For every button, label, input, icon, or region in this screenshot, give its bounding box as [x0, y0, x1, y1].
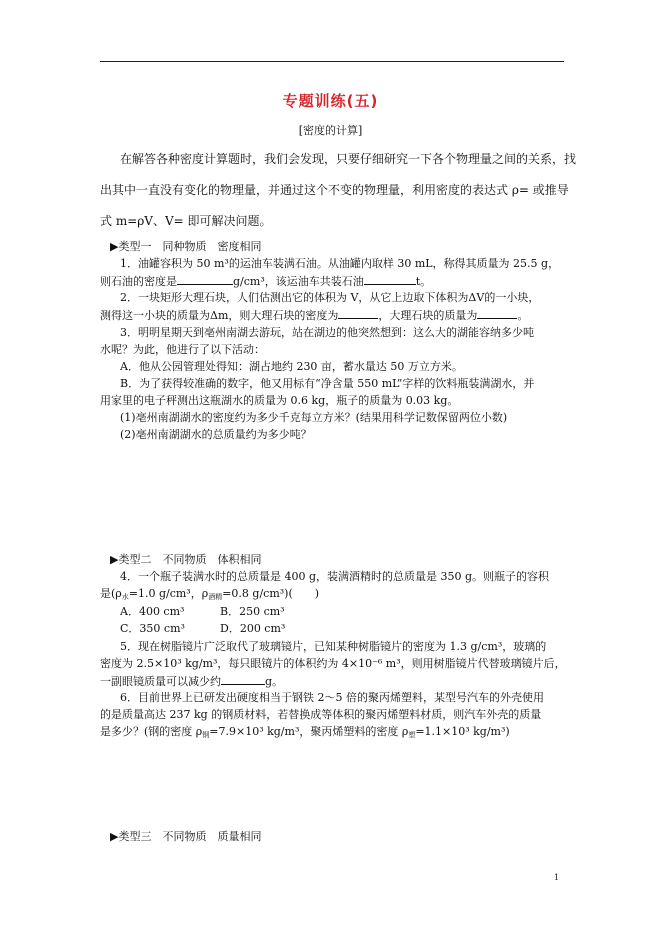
q3-sub-2: (2)亳州南湖湖水的总质量约为多少吨？ [120, 428, 312, 441]
q4-text-c: =0.8 g/cm³)( ) [222, 587, 320, 600]
q4-option-c: C．350 cm³ [120, 622, 185, 635]
q3-line-1: 3．明明星期天到亳州南湖去游玩，站在湖边的他突然想到：这么大的湖能容纳多少吨 [120, 326, 534, 339]
q1-text-c: t。 [415, 275, 432, 288]
q5-line-2: 密度为 2.5×10³ kg/m³，每只眼镜片的体积约为 4×10⁻⁶ m³，则用树脂镜片代替玻璃镜片后， [100, 657, 566, 670]
q3-sub-1: (1)亳州南湖湖水的密度约为多少千克每立方米？(结果用科学记数保留两位小数) [120, 411, 508, 424]
answer-blank[interactable] [338, 308, 378, 319]
q4-sub-alcohol: 酒精 [208, 593, 223, 601]
q1-line-2 [100, 274, 431, 288]
q4-option-d: D．200 cm³ [220, 622, 286, 635]
q5-text-b: g。 [265, 675, 284, 688]
page-number: 1 [554, 873, 560, 882]
q2-line-2 [100, 308, 528, 322]
q4-sub-water: 水 [121, 593, 129, 601]
q5-text-a: 一副眼镜质量可以减少约 [100, 675, 221, 688]
q2-text-b: ，大理石块的质量为 [378, 309, 478, 322]
answer-blank[interactable] [221, 674, 265, 685]
header-rule [100, 61, 564, 62]
page-title: 专题训练(五) [282, 92, 379, 110]
q2-line-1: 2．一块矩形大理石块，人们估测出它的体积为 V，从它上边取下体积为ΔV的一小块， [120, 291, 540, 304]
q3-line-2: 水呢？为此，他进行了以下活动： [100, 343, 265, 356]
q2-text-c: 。 [517, 309, 529, 322]
intro-line-1: 在解答各种密度计算题时，我们会发现，只要仔细研究一下各个物理量之间的关系，找 [120, 152, 577, 166]
answer-blank[interactable] [177, 274, 233, 285]
q6-line-2: 的是质量高达 237 kg 的钢质材料，若替换成等体积的聚丙烯塑料材质，则汽车外壳的质量 [100, 708, 542, 721]
section-heading-type1: ▶类型一 同种物质 密度相同 [110, 240, 262, 253]
q3-line-b1: B．为了获得较准确的数字，他又用标有“净含量 550 mL”字样的饮料瓶装满湖水，并 [120, 377, 535, 390]
q2-text-a: 测得这一小块的质量为Δm，则大理石块的密度为 [100, 309, 339, 322]
page-subtitle: [密度的计算] [298, 124, 363, 137]
q6-text-a: 是多少？(钢的密度 ρ [100, 725, 203, 738]
q6-line-1: 6．目前世界上已研发出硬度相当于钢铁 2～5 倍的聚丙烯塑料，某型号汽车的外壳使用 [120, 691, 544, 704]
intro-line-3: 式 m=ρV、V= 即可解决问题。 [100, 214, 272, 228]
q6-text-c: =1.1×10³ kg/m³) [415, 725, 510, 738]
q6-sub-steel: 钢 [202, 731, 210, 739]
q4-text-b: =1.0 g/cm³，ρ [128, 587, 209, 600]
q6-sub-plastic: 塑 [408, 731, 416, 739]
q6-line-3 [100, 725, 510, 742]
q1-text-b: g/cm³，该运油车共装石油 [233, 275, 364, 288]
q3-line-b2: 用家里的电子秤测出这瓶湖水的质量为 0.6 kg，瓶子的质量为 0.03 kg。 [100, 394, 459, 407]
q4-option-b: B．250 cm³ [220, 605, 285, 618]
answer-blank[interactable] [364, 274, 416, 285]
q5-line-3 [100, 674, 283, 688]
answer-blank[interactable] [477, 308, 517, 319]
q4-option-a: A．400 cm³ [120, 605, 185, 618]
q1-text-a: 则石油的密度是 [100, 275, 177, 288]
q1-line-1: 1．油罐容积为 50 m³的运油车装满石油。从油罐内取样 30 mL，称得其质量为 25.5 g， [120, 257, 560, 270]
intro-line-2: 出其中一直没有变化的物理量，并通过这个不变的物理量，利用密度的表达式 ρ= 或推导 [100, 183, 569, 197]
section-heading-type2: ▶类型二 不同物质 体积相同 [110, 553, 262, 566]
q6-text-b: =7.9×10³ kg/m³，聚丙烯塑料的密度 ρ [209, 725, 409, 738]
q5-line-1: 5．现在树脂镜片广泛取代了玻璃镜片，已知某种树脂镜片的密度为 1.3 g/cm³，玻璃的 [120, 640, 547, 653]
q4-line-2 [100, 587, 319, 604]
q4-line-1: 4．一个瓶子装满水时的总质量是 400 g，装满酒精时的总质量是 350 g。则瓶子的容积 [120, 570, 550, 583]
q3-line-a: A．他从公园管理处得知：湖占地约 230 亩，蓄水量达 50 万立方米。 [120, 360, 463, 373]
q4-text-a: 是(ρ [100, 587, 122, 600]
section-heading-type3: ▶类型三 不同物质 质量相同 [110, 830, 262, 843]
